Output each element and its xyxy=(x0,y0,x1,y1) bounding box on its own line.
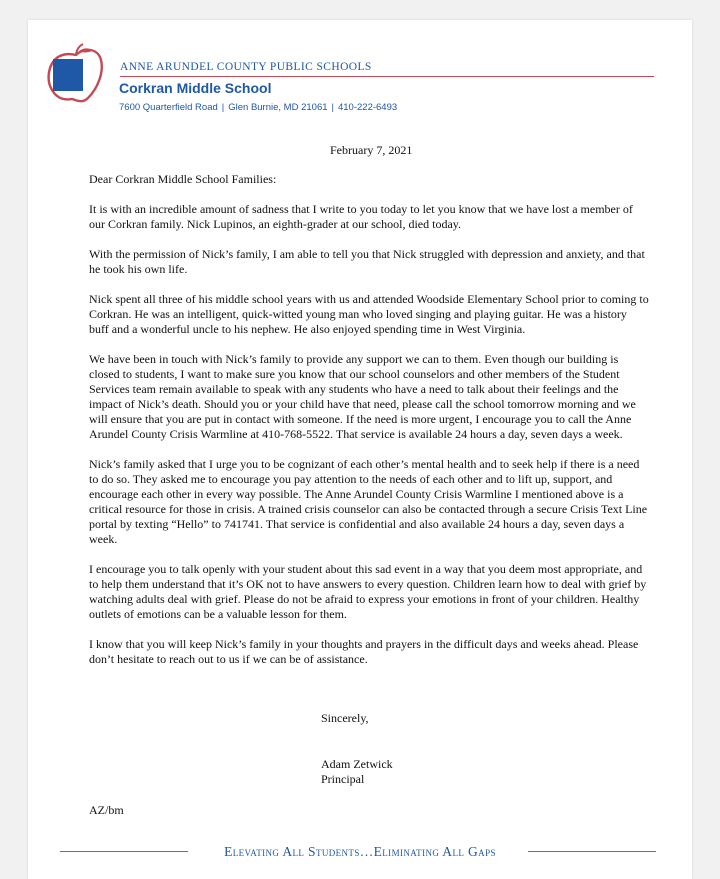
closing: Sincerely, xyxy=(321,711,369,725)
body-paragraph: I encourage you to talk openly with your student about this sad event in a way that you deem most appropriate, and to help them understand that it’s OK not to have answers to every question. Children learn how to deal with grief by watching adults deal with grief. Please do not be afraid to express your emotions in front of your children. Healthy outlets of emotions can be a valuable lesson for them. xyxy=(89,562,647,621)
address-separator: | xyxy=(331,102,334,113)
district-name: ANNE ARUNDEL COUNTY PUBLIC SCHOOLS xyxy=(120,61,372,73)
signer-title: Principal xyxy=(321,772,365,786)
header-divider xyxy=(120,76,654,77)
footer-rule-left xyxy=(60,851,188,852)
letter-body xyxy=(89,172,649,682)
salutation: Dear Corkran Middle School Families: xyxy=(89,172,277,186)
body-paragraph: With the permission of Nick’s family, I am able to tell you that Nick struggled with depression and anxiety, and that he took his own life. xyxy=(89,247,645,276)
address-phone: 410-222-6493 xyxy=(337,102,398,113)
body-paragraph: It is with an incredible amount of sadness that I write to you today to let you know that we have lost a member of our Corkran family. Nick Lupinos, an eighth-grader at our school, died today. xyxy=(89,202,633,231)
footer-rule-right xyxy=(528,851,656,852)
address-city: Glen Burnie, MD 21061 xyxy=(228,102,328,113)
body-paragraph: We have been in touch with Nick’s family to provide any support we can to them. Even though our building is closed to students, I want to make sure you know that our school counselors and other members of the Student Services team remain available to speak with any students who have a need to talk about their feelings and the impact of Nick’s death. Should you or your child have that need, please call the school tomorrow morning and we will ensure that you are put in contact with someone. If the need is more urgent, I encourage you to call the Anne Arundel County Crisis Warmline at 410-768-5522. That service is available 24 hours a day, seven days a week. xyxy=(89,352,636,441)
letter-page xyxy=(28,20,692,879)
body-paragraph: Nick spent all three of his middle school years with us and attended Woodside Elementary School prior to coming to Corkran. He was an intelligent, quick-witted young man who loved singing and playing guitar. He was a history buff and a wonderful uncle to his nephew. He also enjoyed spending time in West Virginia. xyxy=(89,292,649,336)
typist-initials: AZ/bm xyxy=(89,803,124,817)
footer-slogan: Elevating All Students…Eliminating All Gaps xyxy=(224,844,496,859)
school-name: Corkran Middle School xyxy=(119,80,272,96)
body-paragraph: Nick’s family asked that I urge you to be cognizant of each other’s mental health and to seek help if there is a need to do so. They asked me to encourage you pay attention to the needs of each other and to lift up, support, and encourage each other in every way possible. The Anne Arundel County Crisis Warmline I mentioned above is a critical resource for those in crisis. A trained crisis counselor can also be contacted through a secure Crisis Text Line portal by texting “Hello” to 741741. That service is confidential and also available 24 hours a day, seven days a week. xyxy=(89,457,648,546)
school-address xyxy=(119,102,397,113)
address-street: 7600 Quarterfield Road xyxy=(119,102,218,113)
signer-name: Adam Zetwick xyxy=(321,757,393,771)
address-separator: | xyxy=(221,102,225,113)
letter-date: February 7, 2021 xyxy=(330,143,413,157)
body-paragraph: I know that you will keep Nick’s family in your thoughts and prayers in the difficult days and weeks ahead. Please don’t hesitate to reach out to us if we can be of assistance. xyxy=(89,637,639,666)
apple-logo-icon xyxy=(46,42,104,104)
